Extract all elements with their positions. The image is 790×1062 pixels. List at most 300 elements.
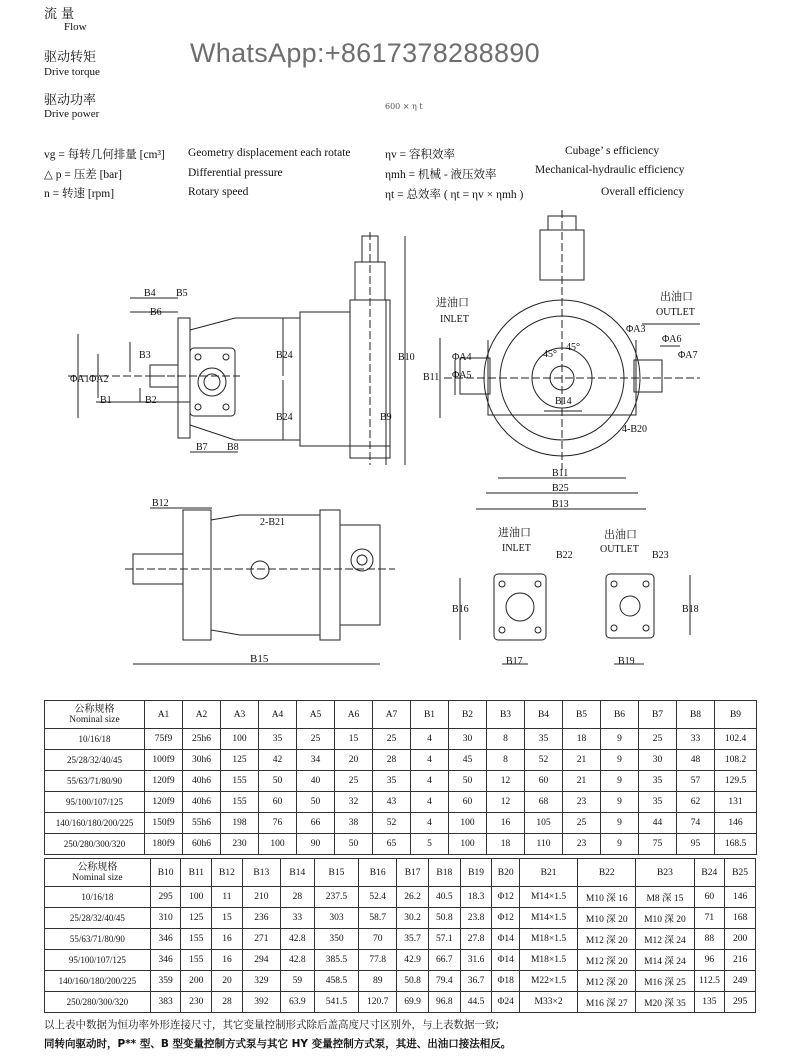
label-b9: B9 (380, 412, 392, 423)
legend-eta-mh: ηmh = 机械 - 液压效率 (385, 169, 497, 181)
table-cell: 12 (487, 771, 525, 792)
column-header: B13 (242, 859, 280, 887)
table-row (45, 771, 757, 792)
table-cell: 25 (563, 813, 601, 834)
table-cell: 385.5 (314, 950, 358, 971)
legend-n: n = 转速 [rpm] (44, 188, 115, 200)
nominal-size-cell: 250/280/300/320 (45, 992, 151, 1013)
table-cell: 295 (725, 992, 756, 1013)
outlet-port (634, 360, 662, 392)
table-cell: M10 深 16 (578, 887, 636, 908)
table-row (45, 750, 757, 771)
table-cell: 20 (335, 750, 373, 771)
table-cell: 35 (525, 729, 563, 750)
label-b2: B2 (145, 395, 157, 406)
table-cell: 23.8 (460, 908, 492, 929)
label-angle-1: 45° (543, 349, 557, 360)
table-cell: 79.4 (428, 971, 460, 992)
table-cell: 210 (242, 887, 280, 908)
table-cell: 57.1 (428, 929, 460, 950)
label-inlet2-zh: 进油口 (498, 527, 531, 539)
label-outlet2-zh: 出油口 (604, 529, 637, 541)
table-cell: 88 (694, 929, 725, 950)
table-cell: 249 (725, 971, 756, 992)
table-cell: M18×1.5 (519, 950, 577, 971)
label-b10: B10 (398, 352, 415, 363)
table-cell: 90 (297, 834, 335, 855)
nominal-size-cell: 10/16/18 (45, 729, 145, 750)
label-b16: B16 (452, 604, 469, 615)
table-cell: 359 (150, 971, 181, 992)
table-cell: 230 (181, 992, 212, 1013)
power-label-en: Drive power (44, 108, 100, 120)
table-cell: 131 (715, 792, 757, 813)
table-cell: 4 (411, 729, 449, 750)
table-cell: 100 (449, 834, 487, 855)
table-cell: 33 (677, 729, 715, 750)
column-header: A3 (221, 701, 259, 729)
table-cell: 105 (525, 813, 563, 834)
table-cell: M12 深 20 (578, 971, 636, 992)
table-cell: 59 (280, 971, 314, 992)
table-cell: 303 (314, 908, 358, 929)
table-cell: 58.7 (359, 908, 397, 929)
table-cell: 50 (449, 771, 487, 792)
legend-dp-en: Differential pressure (188, 167, 283, 179)
table-cell: 70 (359, 929, 397, 950)
table-cell: 26.2 (397, 887, 429, 908)
column-header: A6 (335, 701, 373, 729)
flow-label-zh: 流 量 (44, 7, 75, 22)
table-cell: 55h6 (183, 813, 221, 834)
table-cell: 8 (487, 750, 525, 771)
column-header: B16 (359, 859, 397, 887)
label-a2: ΦA2 (89, 374, 109, 385)
column-header: B4 (525, 701, 563, 729)
table-cell: 75 (639, 834, 677, 855)
table-cell: 120f9 (145, 792, 183, 813)
table-row (45, 887, 756, 908)
bottom-flange (183, 510, 211, 640)
table-cell: 34 (297, 750, 335, 771)
table-cell: M12 深 20 (578, 950, 636, 971)
column-header: B11 (181, 859, 212, 887)
label-b12: B12 (152, 498, 169, 509)
table-cell: 77.8 (359, 950, 397, 971)
table-cell: 4 (411, 813, 449, 834)
table-cell: 50 (297, 792, 335, 813)
column-header: B10 (150, 859, 181, 887)
table-cell: 16 (212, 950, 243, 971)
table-cell: 45 (449, 750, 487, 771)
label-a4: ΦA4 (452, 352, 472, 363)
dimension-table-b (44, 858, 756, 1013)
column-header: B23 (636, 859, 694, 887)
table-cell: 89 (359, 971, 397, 992)
legend-dp: △ p = 压差 [bar] (44, 169, 122, 181)
side-housing (300, 312, 350, 446)
table-cell: 9 (601, 771, 639, 792)
outlet-port-detail (606, 574, 654, 638)
table-cell: 52.4 (359, 887, 397, 908)
table-cell: 30h6 (183, 750, 221, 771)
column-header: B18 (428, 859, 460, 887)
side-flange (178, 318, 190, 438)
table-cell: 40h6 (183, 771, 221, 792)
table-cell: Φ14 (492, 950, 520, 971)
table-cell: 100 (449, 813, 487, 834)
table-cell: 44.5 (460, 992, 492, 1013)
table-cell: 168 (725, 908, 756, 929)
table-cell: 25 (639, 729, 677, 750)
inlet-port-detail (494, 574, 546, 640)
table-cell: M18×1.5 (519, 929, 577, 950)
nominal-size-cell: 25/28/32/40/45 (45, 908, 151, 929)
table-cell: 27.8 (460, 929, 492, 950)
table-cell: 76 (259, 813, 297, 834)
nominal-size-cell: 55/63/71/80/90 (45, 929, 151, 950)
table-cell: M10 深 20 (578, 908, 636, 929)
table-cell: 28 (280, 887, 314, 908)
table-cell: M8 深 15 (636, 887, 694, 908)
table-cell: 271 (242, 929, 280, 950)
label-outlet-zh: 出油口 (660, 291, 693, 303)
nominal-size-cell: 25/28/32/40/45 (45, 750, 145, 771)
table-cell: 69.9 (397, 992, 429, 1013)
table-cell: 50 (259, 771, 297, 792)
table-cell: 40 (297, 771, 335, 792)
table-cell: 42.8 (280, 950, 314, 971)
table-cell: Φ14 (492, 929, 520, 950)
table-cell: 65 (373, 834, 411, 855)
table-cell: 44 (639, 813, 677, 834)
legend-vg: vg = 每转几何排量 [cm³] (44, 149, 165, 161)
table-cell: 8 (487, 729, 525, 750)
table-cell: Φ24 (492, 992, 520, 1013)
table-cell: 48 (677, 750, 715, 771)
label-inlet-zh: 进油口 (436, 297, 469, 309)
label-inlet-en: INLET (440, 314, 469, 325)
table-cell: 30 (449, 729, 487, 750)
table-cell: 216 (725, 950, 756, 971)
table-cell: 96.8 (428, 992, 460, 1013)
table-cell: 18 (487, 834, 525, 855)
table-cell: 11 (212, 887, 243, 908)
column-header: B9 (715, 701, 757, 729)
column-header: A5 (297, 701, 335, 729)
table-cell: 155 (221, 792, 259, 813)
column-header: B8 (677, 701, 715, 729)
table-cell: 237.5 (314, 887, 358, 908)
label-b13: B13 (552, 499, 569, 510)
table-cell: 66.7 (428, 950, 460, 971)
table-cell: 60 (694, 887, 725, 908)
table-cell: 52 (525, 750, 563, 771)
table-cell: 35.7 (397, 929, 429, 950)
power-label-zh: 驱动功率 (44, 93, 97, 108)
table-cell: 9 (601, 750, 639, 771)
table-cell: 541.5 (314, 992, 358, 1013)
table-row (45, 971, 756, 992)
table-cell: 42.9 (397, 950, 429, 971)
table-cell: 5 (411, 834, 449, 855)
note-line-1: 以上表中数据为恒功率外形连接尺寸，其它变量控制形式除后盖高度尺寸区别外，与上表数据一致; (44, 1019, 500, 1031)
torque-label-en: Drive torque (44, 66, 100, 78)
table-cell: 38 (335, 813, 373, 834)
table-cell: 50.8 (428, 908, 460, 929)
label-b4: B4 (144, 288, 156, 299)
table-cell: 9 (601, 834, 639, 855)
table-cell: M14 深 24 (636, 950, 694, 971)
table-cell: 110 (525, 834, 563, 855)
table-cell: 458.5 (314, 971, 358, 992)
table-cell: 198 (221, 813, 259, 834)
table-cell: 25 (297, 729, 335, 750)
nominal-size-cell: 95/100/107/125 (45, 950, 151, 971)
torque-label-zh: 驱动转矩 (44, 50, 97, 65)
table-cell: 25h6 (183, 729, 221, 750)
table-cell: 9 (601, 729, 639, 750)
table-cell: 295 (150, 887, 181, 908)
table-cell: 9 (601, 813, 639, 834)
table-cell: 96 (694, 950, 725, 971)
column-header: B3 (487, 701, 525, 729)
table-cell: 60h6 (183, 834, 221, 855)
table-cell: 4 (411, 792, 449, 813)
table-row (45, 950, 756, 971)
column-header: A4 (259, 701, 297, 729)
legend-eta-t-en: Overall efficiency (601, 186, 685, 198)
label-b20: 4-B20 (622, 424, 647, 435)
table-cell: 155 (221, 771, 259, 792)
column-header: B7 (639, 701, 677, 729)
table-cell: 50 (335, 834, 373, 855)
table-cell: 310 (150, 908, 181, 929)
label-b15: B15 (250, 653, 269, 665)
column-header: B2 (449, 701, 487, 729)
table-cell: 150f9 (145, 813, 183, 834)
table-cell: 102.4 (715, 729, 757, 750)
table-cell: M20 深 35 (636, 992, 694, 1013)
table-cell: 75f9 (145, 729, 183, 750)
table-cell: 62 (677, 792, 715, 813)
table-cell: 31.6 (460, 950, 492, 971)
column-header: B14 (280, 859, 314, 887)
table-cell: 28 (373, 750, 411, 771)
table-cell: 329 (242, 971, 280, 992)
column-header: B12 (212, 859, 243, 887)
table-cell: 16 (212, 929, 243, 950)
table-cell: 95 (677, 834, 715, 855)
table-cell: 60 (449, 792, 487, 813)
table-cell: 146 (725, 887, 756, 908)
table-cell: 392 (242, 992, 280, 1013)
table-cell: 35 (639, 792, 677, 813)
table-cell: 383 (150, 992, 181, 1013)
table-cell: 100 (259, 834, 297, 855)
spec-header: 公称规格 Nominal size (45, 859, 151, 887)
table-cell: 16 (487, 813, 525, 834)
table-cell: 52 (373, 813, 411, 834)
table-cell: 71 (694, 908, 725, 929)
table-cell: 40h6 (183, 792, 221, 813)
label-b19: B19 (618, 656, 635, 667)
column-header: B15 (314, 859, 358, 887)
label-a1: ΦA1 (70, 374, 90, 385)
legend-eta-t: ηt = 总效率 ( ηt = ηv × ηmh ) (385, 189, 524, 201)
column-header: A2 (183, 701, 221, 729)
table-cell: 346 (150, 950, 181, 971)
label-a7: ΦA7 (678, 350, 698, 361)
label-outlet-en: OUTLET (656, 307, 695, 318)
label-b21: 2-B21 (260, 517, 285, 528)
column-header: A1 (145, 701, 183, 729)
label-b22: B22 (556, 550, 573, 561)
legend-vg-en: Geometry displacement each rotate (188, 147, 351, 159)
legend-eta-mh-en: Mechanical-hydraulic efficiency (535, 164, 685, 176)
label-b17: B17 (506, 656, 523, 667)
table-cell: 63.9 (280, 992, 314, 1013)
table-cell: Φ12 (492, 908, 520, 929)
label-a6: ΦA6 (662, 334, 682, 345)
label-inlet2-en: INLET (502, 543, 531, 554)
table-cell: 135 (694, 992, 725, 1013)
nominal-size-cell: 95/100/107/125 (45, 792, 145, 813)
label-b18: B18 (682, 604, 699, 615)
label-b11: B11 (423, 372, 440, 383)
table-cell: 30 (639, 750, 677, 771)
table-cell: M14×1.5 (519, 887, 577, 908)
label-b24b: B24 (276, 412, 293, 423)
label-b24a: B24 (276, 350, 293, 361)
table-cell: 35 (259, 729, 297, 750)
table-cell: 146 (715, 813, 757, 834)
column-header: B25 (725, 859, 756, 887)
table-row (45, 908, 756, 929)
table-cell: 23 (563, 834, 601, 855)
table-row (45, 813, 757, 834)
table-b-header-row (45, 859, 756, 887)
table-cell: 180f9 (145, 834, 183, 855)
label-a5: ΦA5 (452, 370, 472, 381)
column-header: B21 (519, 859, 577, 887)
table-cell: 66 (297, 813, 335, 834)
table-row (45, 792, 757, 813)
table-cell: 15 (212, 908, 243, 929)
table-cell: 28 (212, 992, 243, 1013)
nominal-size-cell: 140/160/180/200/225 (45, 813, 145, 834)
table-cell: 100f9 (145, 750, 183, 771)
label-b5: B5 (176, 288, 188, 299)
label-angle-2: 45° (566, 342, 580, 353)
table-a-header-row (45, 701, 757, 729)
table-cell: 20 (212, 971, 243, 992)
dimension-table-a (44, 700, 757, 855)
table-cell: 57 (677, 771, 715, 792)
label-outlet2-en: OUTLET (600, 544, 639, 555)
table-cell: M12 深 20 (578, 929, 636, 950)
table-cell: 294 (242, 950, 280, 971)
column-header: B17 (397, 859, 429, 887)
table-cell: M14×1.5 (519, 908, 577, 929)
table-cell: 60 (259, 792, 297, 813)
table-cell: 25 (335, 771, 373, 792)
column-header: B5 (563, 701, 601, 729)
table-cell: 23 (563, 792, 601, 813)
legend-n-en: Rotary speed (188, 186, 249, 198)
table-cell: 168.5 (715, 834, 757, 855)
table-cell: 18 (563, 729, 601, 750)
table-cell: 125 (181, 908, 212, 929)
watermark: WhatsApp:+8617378288890 (190, 38, 540, 68)
table-cell: 200 (181, 971, 212, 992)
column-header: B20 (492, 859, 520, 887)
flow-label-en: Flow (64, 21, 87, 33)
table-cell: 120.7 (359, 992, 397, 1013)
label-b8: B8 (227, 442, 239, 453)
table-cell: Φ12 (492, 887, 520, 908)
table-row (45, 729, 757, 750)
table-cell: 40.5 (428, 887, 460, 908)
table-cell: 108.2 (715, 750, 757, 771)
table-cell: 100 (221, 729, 259, 750)
table-cell: 4 (411, 771, 449, 792)
formula-fragment: 600 × η t (385, 102, 423, 111)
table-cell: 35 (373, 771, 411, 792)
table-cell: 30.2 (397, 908, 429, 929)
nominal-size-cell: 140/160/180/200/225 (45, 971, 151, 992)
column-header: A7 (373, 701, 411, 729)
table-cell: M16 深 27 (578, 992, 636, 1013)
table-row (45, 992, 756, 1013)
label-b25: B25 (552, 483, 569, 494)
label-b23: B23 (652, 550, 669, 561)
table-cell: 346 (150, 929, 181, 950)
table-cell: M10 深 20 (636, 908, 694, 929)
table-cell: 129.5 (715, 771, 757, 792)
table-cell: 42 (259, 750, 297, 771)
table-row (45, 929, 756, 950)
label-b14: B14 (555, 396, 572, 407)
table-cell: 15 (335, 729, 373, 750)
table-cell: 21 (563, 771, 601, 792)
label-a3: ΦA3 (626, 324, 646, 335)
table-cell: M16 深 25 (636, 971, 694, 992)
table-cell: 155 (181, 950, 212, 971)
table-cell: Φ18 (492, 971, 520, 992)
table-cell: 120f9 (145, 771, 183, 792)
table-cell: 35 (639, 771, 677, 792)
table-cell: M12 深 24 (636, 929, 694, 950)
legend-eta-v: ηv = 容积效率 (385, 149, 455, 161)
spec-header: 公称规格 Nominal size (45, 701, 145, 729)
table-cell: 100 (181, 887, 212, 908)
table-cell: 33 (280, 908, 314, 929)
nominal-size-cell: 55/63/71/80/90 (45, 771, 145, 792)
label-b3: B3 (139, 350, 151, 361)
table-cell: 36.7 (460, 971, 492, 992)
table-cell: 32 (335, 792, 373, 813)
table-cell: 155 (181, 929, 212, 950)
label-b6: B6 (150, 307, 162, 318)
nominal-size-cell: 10/16/18 (45, 887, 151, 908)
table-cell: 125 (221, 750, 259, 771)
table-cell: 4 (411, 750, 449, 771)
table-cell: 236 (242, 908, 280, 929)
table-cell: 43 (373, 792, 411, 813)
column-header: B22 (578, 859, 636, 887)
nominal-size-cell: 250/280/300/320 (45, 834, 145, 855)
